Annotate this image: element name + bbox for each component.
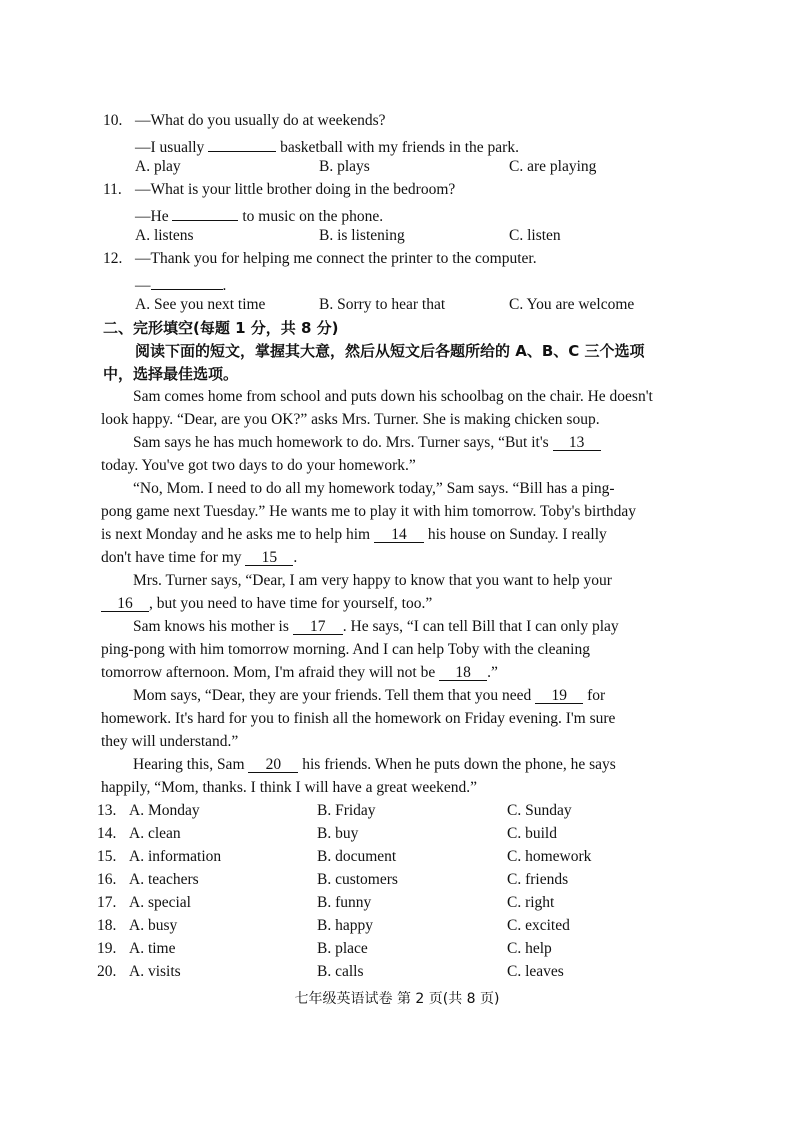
passage-text: . He says, “I can tell Bill that I can only play bbox=[342, 618, 619, 635]
option-b: B. place bbox=[317, 940, 368, 957]
option-c: C. homework bbox=[507, 848, 592, 865]
passage-line: look happy. “Dear, are you OK?” asks Mrs. Turner. She is making chicken soup. bbox=[101, 411, 600, 428]
option-b: B. Friday bbox=[317, 802, 376, 819]
option-a: A. special bbox=[129, 894, 191, 911]
question-number: 10. bbox=[103, 112, 123, 129]
blank-19: 19 bbox=[535, 686, 583, 704]
answer-blank bbox=[151, 272, 223, 290]
passage-line bbox=[101, 594, 432, 614]
option-c: C. build bbox=[507, 825, 557, 842]
blank-16: 16 bbox=[101, 594, 149, 612]
option-number: 13. bbox=[97, 802, 117, 819]
option-a: A. See you next time bbox=[135, 296, 266, 313]
passage-line: “No, Mom. I need to do all my homework today,” Sam says. “Bill has a ping- bbox=[133, 480, 615, 497]
blank-18: 18 bbox=[439, 663, 487, 681]
passage-line: Mrs. Turner says, “Dear, I am very happy to know that you want to help your bbox=[133, 572, 612, 589]
passage-line: today. You've got two days to do your homework.” bbox=[101, 457, 416, 474]
option-number: 16. bbox=[97, 871, 117, 888]
option-b: B. funny bbox=[317, 894, 372, 911]
passage-text: Hearing this, Sam bbox=[133, 756, 245, 773]
blank-13: 13 bbox=[553, 433, 601, 451]
question-text: —What is your little brother doing in the bedroom? bbox=[135, 181, 456, 198]
question-number: 12. bbox=[103, 250, 123, 267]
dialogue-text: basketball with my friends in the park. bbox=[280, 139, 519, 156]
option-b: B. plays bbox=[319, 158, 370, 175]
option-b: B. customers bbox=[317, 871, 398, 888]
answer-blank bbox=[208, 134, 276, 152]
passage-line bbox=[101, 525, 607, 545]
option-a: A. visits bbox=[129, 963, 181, 980]
option-a: A. Monday bbox=[129, 802, 200, 819]
section-instructions-cont: 中，选择最佳选项。 bbox=[103, 365, 239, 383]
option-c: C. right bbox=[507, 894, 555, 911]
page-footer: 七年级英语试卷 第 2 页(共 8 页) bbox=[294, 991, 500, 1007]
passage-text: .” bbox=[487, 664, 498, 681]
option-a: A. time bbox=[129, 940, 176, 957]
option-c: C. You are welcome bbox=[509, 296, 635, 313]
question-12-answer-line bbox=[135, 272, 226, 296]
passage-text: Mom says, “Dear, they are your friends. Tell them that you need bbox=[133, 687, 532, 704]
option-b: B. calls bbox=[317, 963, 364, 980]
dialogue-text: —He bbox=[135, 208, 169, 225]
option-c: C. are playing bbox=[509, 158, 597, 175]
option-c: C. listen bbox=[509, 227, 561, 244]
option-b: B. buy bbox=[317, 825, 359, 842]
passage-text: Sam says he has much homework to do. Mrs. Turner says, “But it's bbox=[133, 434, 549, 451]
passage-line: homework. It's hard for you to finish all the homework on Friday evening. I'm sure bbox=[101, 710, 616, 727]
dialogue-text: —I usually bbox=[135, 139, 205, 156]
passage-text: . bbox=[293, 549, 298, 566]
option-a: A. play bbox=[135, 158, 181, 175]
blank-17: 17 bbox=[293, 617, 343, 635]
blank-14: 14 bbox=[374, 525, 424, 543]
section-instructions: 阅读下面的短文，掌握其大意，然后从短文后各题所给的 A、B、C 三个选项 bbox=[135, 342, 645, 360]
question-text: —What do you usually do at weekends? bbox=[135, 112, 386, 129]
option-c: C. Sunday bbox=[507, 802, 572, 819]
passage-text: is next Monday and he asks me to help him bbox=[101, 526, 371, 543]
option-a: A. teachers bbox=[129, 871, 199, 888]
question-text: —Thank you for helping me connect the printer to the computer. bbox=[135, 250, 537, 267]
dialogue-text: . bbox=[222, 277, 227, 294]
passage-text: tomorrow afternoon. Mom, I'm afraid they will not be bbox=[101, 664, 436, 681]
option-b: B. happy bbox=[317, 917, 373, 934]
passage-line: they will understand.” bbox=[101, 733, 239, 750]
option-number: 17. bbox=[97, 894, 117, 911]
option-a: A. information bbox=[129, 848, 222, 865]
question-10 bbox=[103, 111, 386, 131]
question-10-answer-line bbox=[135, 134, 519, 158]
passage-text: Sam knows his mother is bbox=[133, 618, 289, 635]
option-number: 15. bbox=[97, 848, 117, 865]
option-b: B. document bbox=[317, 848, 397, 865]
option-c: C. help bbox=[507, 940, 552, 957]
option-b: B. is listening bbox=[319, 227, 405, 244]
passage-line bbox=[133, 617, 619, 637]
passage-line: Sam comes home from school and puts down his schoolbag on the chair. He doesn't bbox=[133, 388, 653, 405]
option-c: C. friends bbox=[507, 871, 569, 888]
passage-text: for bbox=[587, 687, 606, 704]
passage-text: don't have time for my bbox=[101, 549, 242, 566]
passage-line bbox=[133, 433, 601, 453]
passage-text: his friends. When he puts down the phone, he says bbox=[302, 756, 616, 773]
option-c: C. excited bbox=[507, 917, 570, 934]
dialogue-text: — bbox=[135, 277, 151, 294]
passage-text: his house on Sunday. I really bbox=[427, 526, 607, 543]
passage-line bbox=[133, 755, 616, 775]
blank-15: 15 bbox=[245, 548, 293, 566]
option-c: C. leaves bbox=[507, 963, 564, 980]
question-number: 11. bbox=[103, 181, 122, 198]
question-12 bbox=[103, 249, 537, 269]
passage-line bbox=[101, 663, 498, 683]
passage-line: pong game next Tuesday.” He wants me to play it with him tomorrow. Toby's birthday bbox=[101, 503, 636, 520]
dialogue-text: to music on the phone. bbox=[242, 208, 384, 225]
option-a: A. clean bbox=[129, 825, 181, 842]
passage-line: happily, “Mom, thanks. I think I will have a great weekend.” bbox=[101, 779, 478, 796]
passage-line bbox=[133, 686, 605, 706]
option-a: A. listens bbox=[135, 227, 194, 244]
option-number: 18. bbox=[97, 917, 117, 934]
passage-line: ping-pong with him tomorrow morning. And I can help Toby with the cleaning bbox=[101, 641, 590, 658]
question-11 bbox=[103, 180, 455, 200]
passage-text: , but you need to have time for yourself, too.” bbox=[149, 595, 433, 612]
section-heading: 二、完形填空(每题 1 分，共 8 分) bbox=[103, 319, 339, 337]
passage-line bbox=[101, 548, 297, 568]
option-number: 14. bbox=[97, 825, 117, 842]
option-a: A. busy bbox=[129, 917, 178, 934]
option-number: 19. bbox=[97, 940, 117, 957]
option-b: B. Sorry to hear that bbox=[319, 296, 446, 313]
blank-20: 20 bbox=[248, 755, 298, 773]
answer-blank bbox=[172, 203, 238, 221]
question-11-answer-line bbox=[135, 203, 383, 227]
option-number: 20. bbox=[97, 963, 117, 980]
